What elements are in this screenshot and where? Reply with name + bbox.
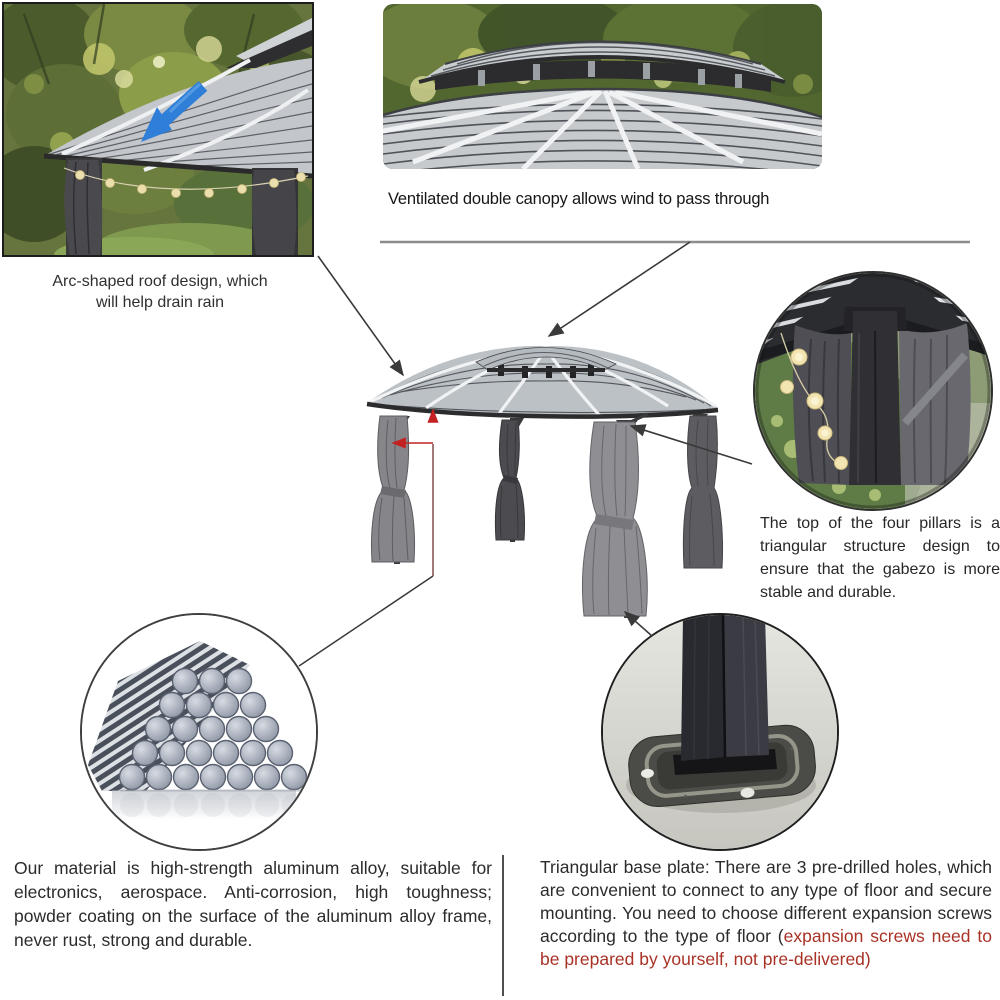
base-plate-inset-art bbox=[603, 615, 837, 849]
arc-roof-caption-line2: will help drain rain bbox=[95, 294, 225, 311]
pillar-top-inset-art bbox=[755, 273, 991, 509]
callout-arrow-canopy bbox=[549, 242, 690, 336]
arc-roof-photo bbox=[2, 2, 314, 257]
pillar-top-inset bbox=[753, 271, 993, 511]
caption-divider bbox=[502, 855, 504, 996]
base-caption-red: expansion screws need to be prepared by yourself, not pre-delivered) bbox=[540, 926, 992, 969]
base-caption-black: Triangular base plate: There are 3 pre-drilled holes, which are convenient to connect to any type of floor and secure mounting. You need to choose different expansion screws according to the type of floor ( bbox=[540, 857, 992, 946]
gazebo-curtains bbox=[372, 416, 723, 616]
arc-roof-photo-art bbox=[4, 4, 312, 255]
gazebo-photo bbox=[330, 328, 750, 630]
gazebo-art bbox=[330, 328, 750, 630]
aluminum-inset-art bbox=[82, 615, 316, 849]
pillar-caption: The top of the four pillars is a triangular structure design to ensure that the gabezo is more stable and durable. bbox=[760, 515, 1000, 601]
double-canopy-photo-art bbox=[383, 4, 822, 169]
vent-caption: Ventilated double canopy allows wind to pass through bbox=[388, 190, 770, 208]
base-caption bbox=[540, 856, 992, 971]
aluminum-inset bbox=[80, 613, 318, 851]
inset-pillar-base bbox=[681, 615, 769, 761]
arc-roof-caption bbox=[30, 271, 290, 313]
arc-roof-caption-line1: Arc-shaped roof design, which bbox=[52, 273, 268, 290]
double-canopy-photo bbox=[383, 4, 822, 169]
material-caption: Our material is high-strength aluminum alloy, suitable for electronics, aerospace. Anti-corrosion, high toughness; powder coating on the surface of the aluminum alloy frame, never rust, strong and durable. bbox=[14, 858, 492, 950]
base-plate-inset bbox=[601, 613, 839, 851]
